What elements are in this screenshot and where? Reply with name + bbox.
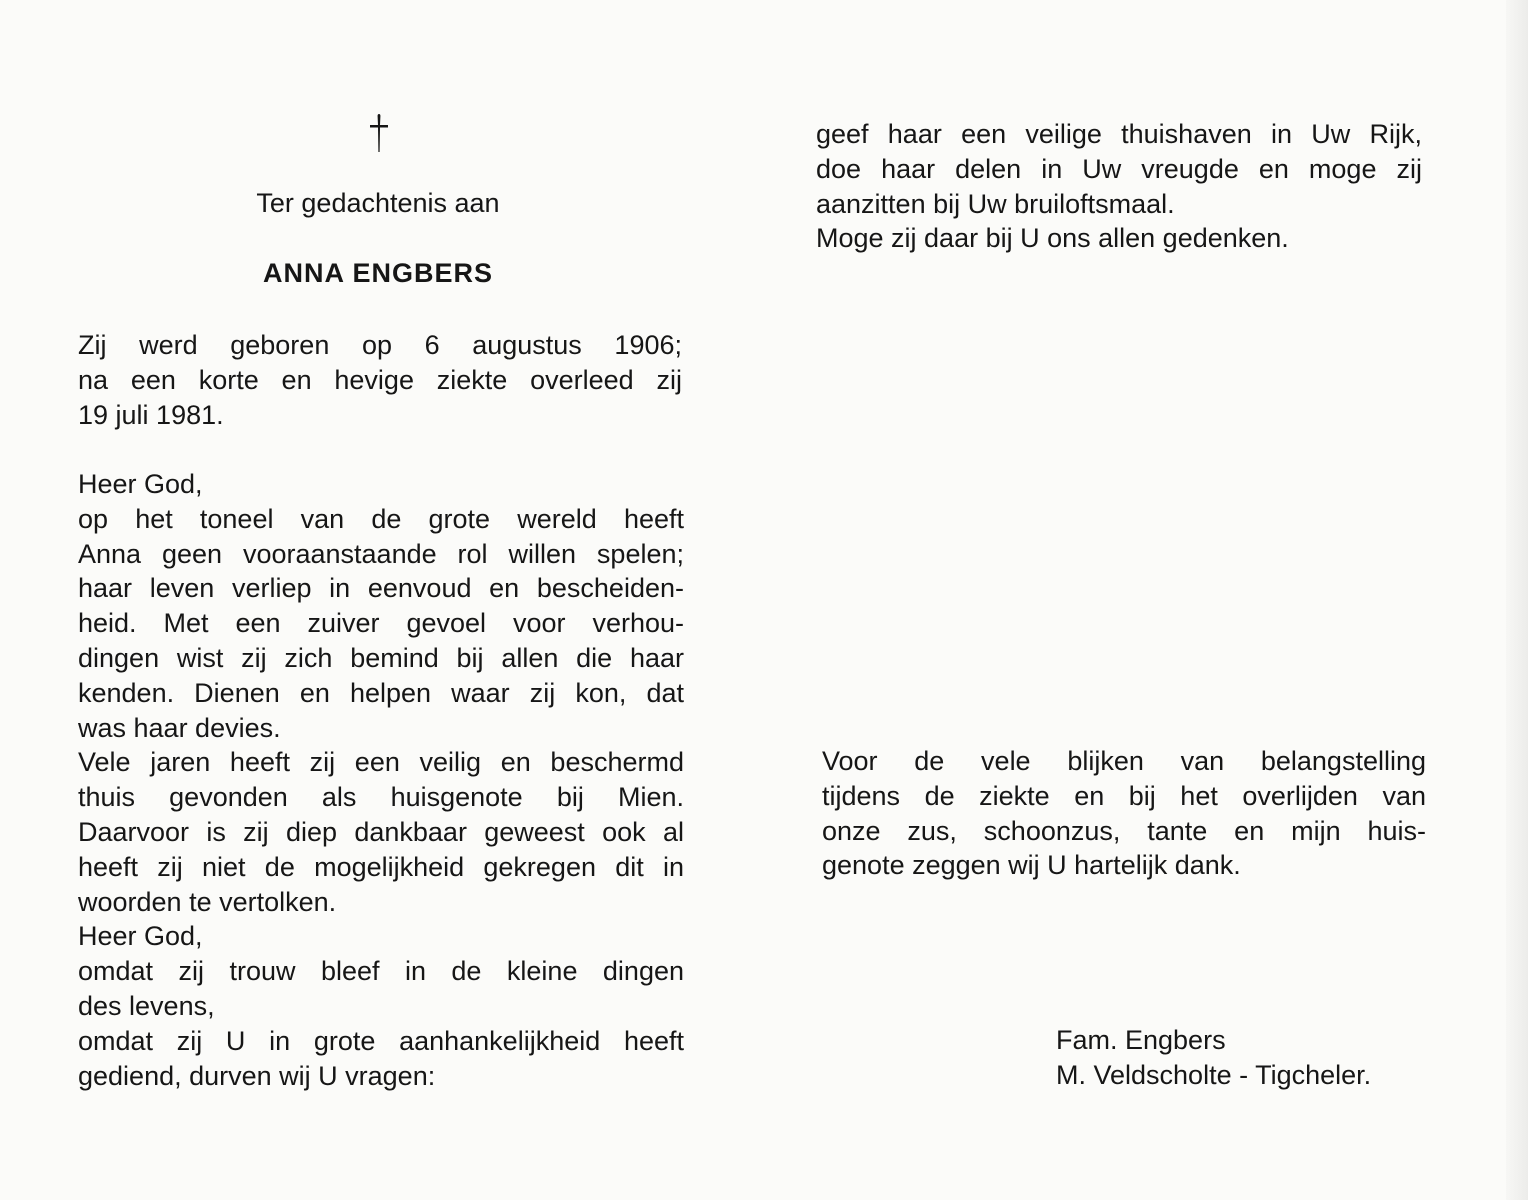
text-line: onze zus, schoonzus, tante en mijn huis- [822, 815, 1426, 846]
signature-line: Fam. Engbers [1056, 1025, 1226, 1055]
text-line: haar leven verliep in eenvoud en bescheiden- [78, 573, 684, 604]
deceased-name: ANNA ENGBERS [262, 258, 494, 288]
prayer-continued-paragraph [816, 117, 1422, 256]
text-line: gediend, durven wij U vragen: [78, 1060, 436, 1091]
text-line: kenden. Dienen en helpen waar zij kon, dat [78, 677, 684, 708]
text-line: Anna geen vooraanstaande rol willen spelen; [78, 538, 684, 569]
cross-icon [364, 112, 394, 154]
text-line: Heer God, [78, 921, 203, 952]
text-line: Vele jaren heeft zij een veilig en beschermd [78, 747, 684, 778]
family-signature [1056, 1023, 1371, 1093]
text-line: genote zeggen wij U hartelijk dank. [822, 850, 1241, 881]
text-line: heeft zij niet de mogelijkheid gekregen dit in [78, 851, 684, 882]
text-line: op het toneel van de grote wereld heeft [78, 503, 684, 534]
text-line: Voor de vele blijken van belangstelling [822, 746, 1426, 776]
text-line: aanzitten bij Uw bruiloftsmaal. [816, 188, 1175, 219]
text-line: Daarvoor is zij diep dankbaar geweest ook al [78, 816, 684, 847]
text-line: des levens, [78, 990, 215, 1021]
text-line: tijdens de ziekte en bij het overlijden van [822, 780, 1426, 811]
memoriam-heading: Ter gedachtenis aan [256, 188, 500, 218]
text-line: Moge zij daar bij U ons allen gedenken. [816, 223, 1289, 254]
text-line: woorden te vertolken. [78, 886, 337, 917]
text-line: omdat zij U in grote aanhankelijkheid heeft [78, 1025, 684, 1056]
text-line: was haar devies. [78, 712, 281, 743]
text-line: thuis gevonden als huisgenote bij Mien. [78, 782, 684, 813]
text-line: dingen wist zij zich bemind bij allen die haar [78, 642, 684, 673]
text-line: heid. Met een zuiver gevoel voor verhou- [78, 608, 684, 639]
text-line: na een korte en hevige ziekte overleed zij [78, 364, 682, 395]
thanks-paragraph [822, 744, 1426, 883]
text-line: doe haar delen in Uw vreugde en moge zij [816, 153, 1422, 184]
text-line: Zij werd geboren op 6 augustus 1906; [78, 330, 682, 360]
text-line: omdat zij trouw bleef in de kleine dingen [78, 956, 684, 987]
prayer-paragraph [78, 467, 684, 1093]
text-line: 19 juli 1981. [78, 399, 224, 430]
birth-death-paragraph [78, 328, 682, 432]
signature-line: M. Veldscholte - Tigcheler. [1056, 1059, 1372, 1090]
card-edge-shadow [1506, 0, 1528, 1200]
text-line: Heer God, [78, 469, 203, 499]
text-line: geef haar een veilige thuishaven in Uw Rijk, [816, 119, 1422, 149]
